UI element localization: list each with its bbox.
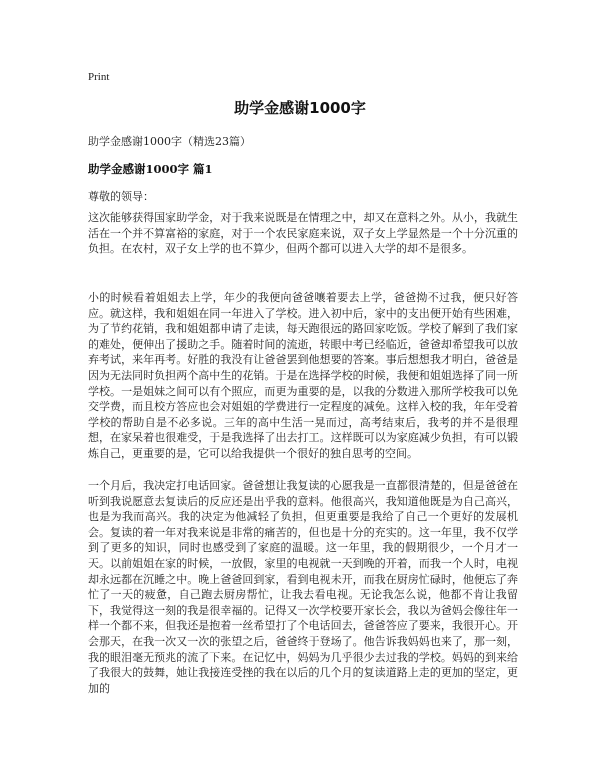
document-subtitle: 助学金感谢1000字（精选23篇） <box>88 135 251 148</box>
page-title: 助学金感谢1000字 <box>234 99 366 117</box>
salutation: 尊敬的领导： <box>88 190 154 203</box>
print-link[interactable]: Print <box>88 71 110 83</box>
body-paragraph-1: 这次能够获得国家助学金，对于我来说既是在情理之中，却又在意料之外。从小，我就生活在一个并不算富裕的家庭，对于一个农民家庭来说，双子女上学显然是一个十分沉重的负担。在农村，双子女上学的也不算少，但两个都可以进入大学的却不是很多。 <box>88 211 518 256</box>
body-paragraph-2: 小的时候看着姐姐去上学，年少的我便向爸爸嚷着要去上学，爸爸拗不过我，便只好答应。就这样，我和姐姐在同一年进入了学校。进入初中后，家中的支出便开始有些困难，为了节约花销，我和姐姐都申请了走读，每天跑很远的路回家吃饭。学校了解到了我们家的难处，便伸出了援助之手。随着时间的流逝，转眼中考已经临近，爸爸却希望我可以放弃考试，来年再考。好胜的我没有让爸爸罢到他想要的答案。事后想想我才明白，爸爸是因为无法同时负担两个高中生的花销。于是在选择学校的时候，我便和姐姐选择了同一所学校。一是姐妹之间可以有个照应，而更为重要的是，以我的分数进入那所学校我可以免交学费，而且校方答应也会对姐姐的学费进行一定程度的减免。这样入校的我，年年受着学校的帮助自是不必多说。三年的高中生活一晃而过，高考结束后，我考的并不是很理想，在家呆着也很难受，于是我选择了出去打工。这样既可以为家庭减少负担，有可以锻炼自己，更重要的是，它可以给我提供一个很好的独自思考的空间。 <box>88 291 518 460</box>
body-paragraph-3: 一个月后，我决定打电话回家。爸爸想让我复读的心愿我是一直都很清楚的，但是爸爸在听到我说愿意去复读后的反应还是出乎我的意料。他很高兴，我知道他既是为自己高兴，也是为我而高兴。我的决定为他减轻了负担，但更重要是我给了自己一个更好的发展机会。复读的着一年对我来说是非常的痛苦的，但也是十分的充实的。这一年里，我不仅学到了更多的知识，同时也感受到了家庭的温暖。这一年里，我的假期很少，一个月才一天。以前姐姐在家的时候，一放假，家里的电视就一天到晚的开着，而我一个人时，电视却永远都在沉睡之中。晚上爸爸回到家，看到电视未开，而我在厨房忙碌时，他便忘了奔忙了一天的疲惫，自己跑去厨房帮忙，让我去看电视。无论我怎么说，他都不肯让我留下，我觉得这一刻的我是很幸福的。记得又一次学校要开家长会，我以为爸妈会像往年一样一个都不来，但我还是抱着一丝希望打了个电话回去，爸爸答应了要来，我很开心。开会那天，在我一次又一次的张望之后，爸爸终于登场了。他告诉我妈妈也来了，那一刻，我的眼泪毫无预兆的流了下来。在记忆中，妈妈为几乎很少去过我的学校。妈妈的到来给了我很大的鼓舞，她让我接连受挫的我在以后的几个月的复读道路上走的更加的坚定，更加的 <box>88 479 518 695</box>
section-heading: 助学金感谢1000字 篇1 <box>88 162 213 176</box>
